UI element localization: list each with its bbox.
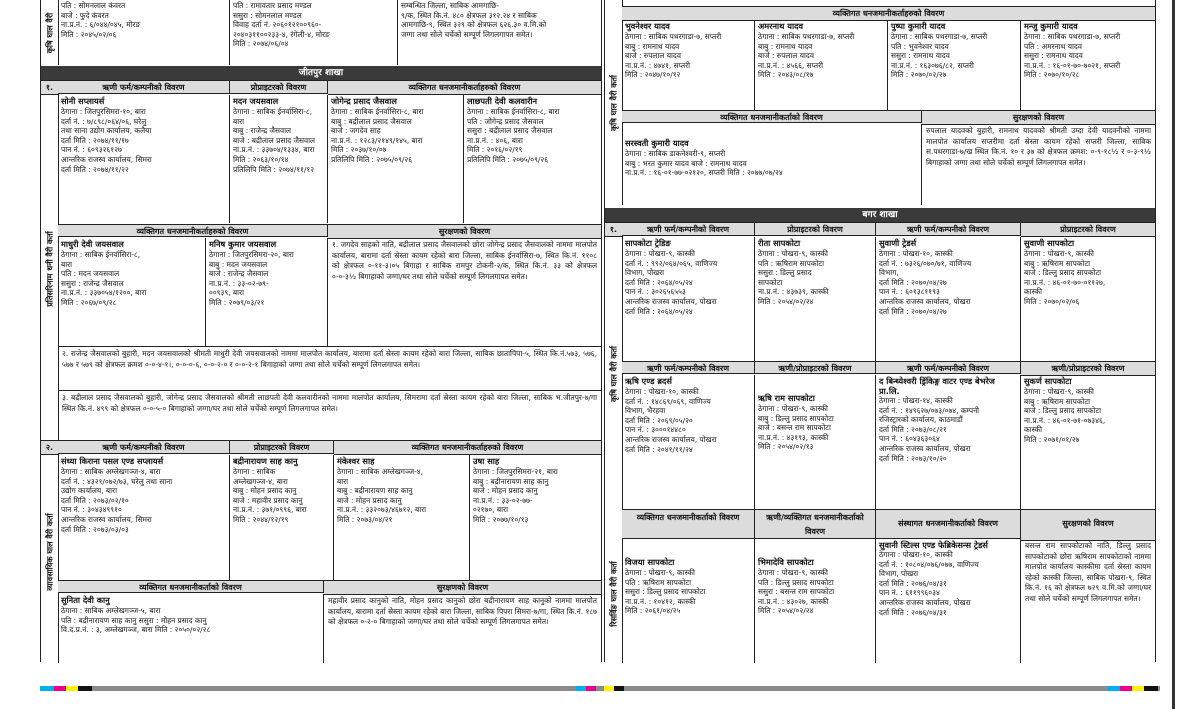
text-line: पति : ऋषिराम सापकोटा [758, 258, 825, 268]
prop-name: सुवाणी सापकोटा [1024, 238, 1075, 248]
text-line: आन्तरिक राजस्व कार्यालय, पोखरा [879, 597, 971, 607]
prop-header: प्रोप्राइटरको विवरण [230, 81, 328, 94]
firm-name: द बिन्ध्येश्वरी ड्रिंकिङ्ग वाटर एण्ड बेभरेज प्रा.लि. [879, 376, 995, 396]
text-line: तथा साना उद्योग कार्यालय, कलैया [61, 126, 152, 136]
text-line: ना.प्र.नं. : १०४१२, कास्की [625, 596, 696, 606]
left-top-block [41, 0, 601, 65]
text-line: बाजे : डिल्लु प्रसाद सापकोटा [1024, 268, 1102, 278]
ind-guarantor-header: व्यक्तिगत धनजमानीकर्ताको विवरण [58, 580, 324, 593]
bagar-r2-cell-2 [755, 375, 876, 509]
text-line: बाजे : मोहन प्रसाद कानु [337, 495, 402, 505]
text-line: पान नं. : ६०४३६३०६४ [879, 434, 940, 444]
left-column [40, 0, 602, 662]
sandhya-block [41, 440, 601, 663]
text-line: पान नं. : ३०४३४९९१० [61, 505, 122, 515]
black-mark [78, 686, 92, 691]
text-line: बाबु : ऋषिराम सापकोटा [1024, 396, 1091, 406]
text-line: विभाग, [879, 268, 899, 278]
text-line: ससुरा : रामनाथ यादव [1024, 51, 1083, 61]
cyan-mark [1108, 686, 1120, 691]
guarantor-name: माधुरी देवी जयसवाल [61, 239, 124, 249]
guarantor-cell-2 [464, 95, 601, 223]
firm-name: संध्या किराना पसल एण्ड सप्लायर्स [61, 456, 164, 466]
bagar-side-label-2: रिसर्विङ घाल वैरी कर्ता [605, 525, 623, 663]
prop-header: प्रोप्राइटरको विवरण [755, 223, 876, 236]
text-line: प्रतिलिपि मिति : २०७५/०९/२६ [331, 154, 413, 164]
s-guarantor-cell [622, 124, 922, 205]
guarantor-cell-2 [470, 455, 601, 580]
text-line: मिति : २०३७/१०/०७ [331, 145, 387, 155]
guarantor-cell-2 [755, 20, 888, 110]
text-line: बाबु : डिल्लु प्रसाद सापकोटा [758, 413, 834, 423]
text-line: बाबु : मदन जयसवाल [209, 259, 268, 269]
firm-name: सुवानी स्टिल्स एण्ड फेब्रिकेसन्स ट्रेडर्स [879, 540, 988, 550]
text-line: जग्गा तथा सोले चर्चेको सम्पूर्ण लिगलगापत समेत। [401, 29, 533, 39]
prop-name: रीता सापकोटा [758, 238, 801, 248]
text-line: प्रतिलिपि मिति : २०७४/११/१२ [233, 164, 315, 174]
yellow-mark [1132, 686, 1144, 691]
security-header: सुरक्षणको विवरण [324, 580, 601, 595]
text-line: दर्ता मिति : २०४१/११/२४ [625, 444, 693, 454]
firm-header: ऋणी फर्म/कम्पनीको विवरण [622, 223, 755, 236]
prop-header-2: प्रोप्राइटरको विवरण [1021, 223, 1155, 237]
prop-name: सुकर्ण सापकोटा [1024, 376, 1072, 386]
security-header: सुरक्षणको विवरण [328, 224, 601, 239]
bagar-r3-cell-2 [755, 539, 876, 663]
text-line: पति : मदन जयसवाल [61, 269, 120, 279]
security-text-1: १. जगदेव साहको नाति, बद्रीलाल प्रसाद जैसवालको छोरा जोगेन्द्र प्रसाद जैसवालको नाममा मालपोत कार्यालय, बारामा दर्ता स्रेस्ता कायम रहेको बारा जिल्ला, साबिक ईनर्वासिरा-७, स्थित कि.नं. ११०८ को क्षेत्रफल ०-११-३।०५ बिगाहा र साबिक रामपुर टोकनी-२/क, स्थित कि.नं. ३३ को क्षेत्रफल ०-०-३½ बिगाहाको जग्गा/घर तथा सोले चर्चेको सम्पूर्ण लिगलगापत समेत। [332, 240, 597, 281]
text-line: बाजे : जगदेव साह [331, 126, 381, 136]
black-mark [614, 686, 624, 691]
right-top-side-label: कृषि घाल वैरी कर्ता [605, 0, 623, 205]
ind-prop-header-r3: ऋणी/व्यक्तिगत धनजमानीकर्ताको विवरण [755, 509, 876, 539]
text-line: ना.प्र.नं. : १६-०१-७७-०२१२०, सप्तरी मिति : २०७७/०७/२४ [625, 168, 783, 178]
text-line: आन्तरिक राजस्व कार्यालय, पोखरा [625, 434, 717, 444]
text-line: आन्तरिक राजस्व कार्यालय, सिमरा [61, 154, 152, 164]
text-line: दर्ता नं. : १०८०४/०७६/०७७, वाणिज्य [879, 559, 979, 569]
ind-guarantor-header: व्यक्तिगत धनजमानीकर्ताहरुको विवरण [58, 224, 328, 237]
text-line: आन्तरिक राजस्व कार्यालय, पोखरा [625, 296, 717, 306]
text-line: ठेगाना : पोखरा-९, कास्की [1024, 249, 1094, 258]
bagar-r2-cell-1 [622, 375, 755, 509]
guarantor-header: व्यक्तिगत धनजमानीकर्ताहरुको विवरण [334, 441, 601, 455]
text-line: ससुरा : बद्रीलाल प्रसाद जैसवाल [467, 126, 553, 136]
text-line: रजिस्ट्रारको कार्यालय, काठमाडौं [879, 415, 963, 425]
firm-name: सुवाणी ट्रेडर्स [879, 238, 917, 248]
text-line: पति : सोमनलाल कंवरत [61, 1, 126, 10]
text-line: दर्ता मिति : २०७०/०४/२७ [879, 277, 947, 287]
text-line: मिति : २०७४/०६/०४ [233, 39, 289, 49]
text-line: पति : ऋषिराम सापकोटा [625, 577, 692, 587]
text-line: ठेगाना : पोखरा-९, कास्की [1024, 387, 1094, 396]
text-line: ना.प्र.नं. : ३३-०२-७७- [473, 495, 533, 505]
page-edge [1172, 0, 1175, 709]
ind-header-r3: व्यक्तिगत धनजमानीकर्ताको विवरण [622, 509, 755, 539]
text-line: मिति : २०६७/०९/२८ [61, 297, 117, 307]
text-line: ना.प्र.नं. : ३३७०५४/१२००, बारा [61, 288, 147, 298]
text-line: विभाग, पोखरा [625, 268, 665, 278]
right-top-block [605, 0, 1155, 205]
text-line: ठेगाना : साबिक [233, 467, 276, 476]
text-line: ना.प्र.नं. : ३३-०२-७९- [209, 278, 269, 288]
text-line: ससुरा : डिल्लु प्रसाद सापकोटा [625, 587, 706, 597]
guarantor-header: व्यक्तिगत धनजमानीकर्ताहरुको विवरण [328, 81, 601, 95]
text-line: बाजे : बसन्त राम सापकोटा [758, 423, 831, 433]
cyan-mark [40, 686, 54, 691]
guarantor-cell-3 [888, 20, 1021, 110]
print-bar [40, 686, 1160, 691]
text-line: आन्तरिक राजस्व कार्यालय, सिमरा [61, 514, 152, 524]
text-line: बाबु : बद्रीनारायण साह कानु [473, 476, 549, 486]
inst-header-r3: संस्थागत धनजमानीकर्ताको विवरण [876, 509, 1021, 539]
security-text: बसन्त राम सापकोटाको नाति, डिल्लु प्रसाद सापकोटाको छोरा ऋषिराम सापकोटाको नाममा मालपोत कार्यालय कास्कीमा दर्ता स्रेस्ता कायम रहेको कास्की जिल्ला, साबिक पोखरा-९, स्थित कि.नं. १६ को क्षेत्रफल ७२९ व.मि.को जग्गा/घर तथा सोले चर्चेको सम्पूर्ण लिगलगापत समेत। [1025, 541, 1151, 603]
text-line: बारा [337, 476, 349, 486]
jitpur-side-label: प्रतिसरिनाम धनी वैरी कर्ता [41, 81, 59, 456]
text-line: ठेगाना : जितपुरसिमरा-२१, बारा [473, 467, 558, 476]
text-line: मिति : २०४४/१२/१९ [233, 514, 289, 524]
mg-cell-1 [58, 238, 206, 346]
text-line: ठेगाना : साबिक ईनर्वासिरा-८, [233, 107, 313, 116]
text-line: बाबु : बद्रीनारायण साह कानु [337, 486, 413, 496]
text-line: मिति : २०७३/०४/२१ [337, 514, 393, 524]
text-line: ना.प्र.नं. : १६-०१-७०-७०२१, सप्तरी [1024, 60, 1121, 70]
guarantor-name: मन्जु कुमारी यादव [1024, 21, 1078, 31]
text-line: पति : रामावतार प्रसाद मण्डल [233, 1, 312, 10]
text-line: पति : अमरनाथ यादव [1024, 41, 1082, 51]
security-text-3: ३. बद्रीलाल प्रसाद जैसवालको बुहारी, जोगेन्द्र प्रसाद जैसवालको श्रीमती लाछपती देवी कलवारीनको नाममा मालपोत कार्यालय, सिमरामा दर्ता स्रेस्ता कायम रहेको बारा जिल्ला, साबिक भ.जीतपुर-७/गा स्थित कि.नं. ४९९ को क्षेत्रफल ०-०-५-० बिगाहाको जग्गा/घर तथा सोले चर्चेको सम्पूर्ण लिगलगापत समेत। [58, 390, 601, 456]
text-line: उद्योग कार्यालय, बारा [61, 486, 117, 496]
text-line: ना.प्र.नं. : ४३१९३, कास्की [758, 432, 829, 442]
magenta-mark [1120, 686, 1132, 691]
firm-header: ऋणी फर्म/कम्पनीको विवरण [58, 81, 230, 94]
text-line: मिति : २०५४/०२/२४ [758, 296, 814, 306]
text-line: ठेगाना : साबिक पथरगाडा-७, सप्तरी [758, 32, 855, 41]
text-line: बाजे : बद्रीलाल प्रसाद जैसवाल [233, 135, 316, 145]
text-line: ससुरा : राजेन्द्र जैसवाल [61, 278, 124, 288]
text-line: दर्ता मिति : २०६४/०५/२४ [625, 306, 693, 316]
text-line: बाजे : राजेन्द्र जैसवाल [209, 269, 269, 279]
text-line: बाबु : रामनाथ यादव [758, 41, 813, 51]
security-text: रुपलाल यादवको बुहारी, रामनाथ यादवको श्रीमती उम्दा देवी यादवनीको नाममा मालपोत कार्यालय सप्तरीमा दर्ता स्रेस्ता कायम रहेको सप्तरी जिल्ला, साबिक स.पथरगाडा-७/ख स्थित कि.नं. १० र ३७ को क्षेत्रफल क्रमश: ०-९-१८½ र ०-३-९½ बिगाहाको जग्गा तथा सोले चर्चेको सम्पूर्ण लिगलगापत समेत। [926, 126, 1151, 167]
magenta-mark [54, 686, 66, 691]
text-line: दर्ता मिति : २०६४/०५/२४ [625, 277, 693, 287]
text-line: दर्ता नं. : ७/८९८/०६४/०६, घरेलु [61, 116, 147, 126]
text-line: दर्ता नं. : ४३२१/०७२/७३, घरेलु तथा साना [61, 476, 173, 486]
text-line: पति : डिल्लु प्रसाद सापकोटा [758, 577, 834, 587]
text-line: मिति : २०१६/०२/१९ [467, 145, 523, 155]
prop-header-r2b: ऋणी/प्रोप्राइटरको विवरण [1021, 361, 1155, 376]
text-line: ना.प्र.नं. : ६/०४४/०४५, मोरङ [61, 20, 141, 30]
guarantor-name: भिमादेवि सापकोटा [758, 557, 814, 567]
text-line: बाजे : रुपलाल यादव [758, 51, 814, 61]
text-line: ना.प्र.नं. : ४६-०१-७०-०११२७, [1024, 277, 1106, 287]
text-line: मिति : २०७१/०१/२७ [1024, 434, 1080, 444]
text-line: बाबु : ऋषिराम सापकोटा [1024, 258, 1091, 268]
text-line: मिति : २०४५/०२/०६ [61, 29, 117, 39]
text-line: बाबु : राजेन्द्र जैसवाल [233, 126, 292, 136]
ind-guarantor-header: व्यक्तिगत धनजमानीकर्ताको विवरण [622, 110, 922, 123]
text-line: ठेगाना : पोखरा-१४, कास्की [879, 396, 953, 405]
text-line: कास्की [1024, 287, 1043, 297]
text-line: मिति : २०४७/१०/१२ [625, 70, 681, 80]
firm-cell [58, 455, 230, 580]
text-line: ना.प्र.नं. : १२८३/२१४९/१४५, बारा [331, 135, 423, 145]
text-line: ००९३९, बारा [209, 288, 244, 298]
text-line: ना.प्र.नं. : ३३७०४/१३३४, बारा [233, 145, 315, 155]
prop-cell [230, 455, 334, 580]
text-line: दर्ता नं. : ७३२६/०७०/७१, वाणिज्य [879, 258, 972, 268]
branch-title-jitpur: जीतपुर शाखा [41, 66, 601, 80]
left-top-cell-3 [398, 0, 601, 65]
text-line: ससुरा : बसन्त राम सापकोटा [758, 587, 835, 597]
text-line: दर्ता मिति : २०७६/०४/३१ [879, 578, 947, 588]
text-line: मिति : २०६१/०४/२५ [625, 606, 681, 616]
sg-cell [58, 594, 324, 663]
text-line: ना.प्र.नं. : ४५६६, सप्तरी [758, 60, 824, 70]
bagar-r3-cell-3 [876, 539, 1021, 663]
text-line: ठेगाना : पोखरा-९, कास्की [625, 568, 695, 577]
guarantor-name: उषा साह [473, 456, 500, 466]
bagar-r3-cell-1 [622, 539, 755, 663]
text-line: ठेगाना : साबिक अम्लेखगञ्ज-५, बारा [61, 606, 161, 615]
text-line: बाबु : बद्रीलाल प्रसाद जैसवाल [331, 116, 412, 126]
text-line: मिति : २०७०/१०/२८ [1024, 70, 1080, 80]
guarantor-header: व्यक्तिगत धनजमानीकर्ताहरुको विवरण [622, 6, 1155, 21]
text-line: मिति : २०६३/१०/१४ [233, 154, 289, 164]
guarantor-cell-1 [328, 95, 464, 223]
sn-header-2: २. [41, 441, 58, 455]
bagar-side-label: कृषि घाल वैरी कर्ता [605, 223, 623, 525]
guarantor-name: लाछपती देवी कलवारीन [467, 96, 538, 106]
text-line: पति : जोगेन्द्र प्रसाद जैसवाल [467, 116, 544, 126]
text-line: ससुरा : डिल्लु प्रसाद [758, 268, 812, 278]
security-header-r3: सुरक्षणको विवरण [1021, 509, 1155, 541]
guarantor-name: भुवनेश्वर यादव [625, 21, 670, 31]
text-line: कास्की [1024, 425, 1043, 435]
text-line: पान नं. : ६०९३२६१२७ [61, 145, 122, 155]
text-line: प्रतिलिपि मिति : २०७५/०९/२६ [467, 154, 549, 164]
text-line: ना.प्र.नं. : ४३०२७, कास्की [758, 596, 829, 606]
guarantor-name: सरस्वती कुमारी यादव [625, 138, 689, 148]
security-text-2: २. राजेन्द्र जैसवालको बुहारी, मदन जयसवालको श्रीमती माधुरी देवी जयसवालको नाममा मालपोत कार्यालय, बारामा दर्ता स्रेस्ता कायम रहेको बारा जिल्ला, साबिक छातापिपा-५, स्थित कि.नं.५७३, ५७६, ५७७ र ५७९ को क्षेत्रफल क्रमश ०-०-४-१।, ०-०-०-६, ०-०-२-० र ०-०-२-१ बिगाहाको जग्गा तथा सोले चर्चेको सम्पूर्ण लिगलगापत समेत। [58, 346, 601, 390]
text-line: दर्ता मिति : २०७४/११/१७ [61, 135, 129, 145]
guarantor-cell-1 [622, 20, 755, 110]
text-line: ठेगाना : साबिक ईनर्वासिरा-८, [61, 250, 141, 259]
bagar-r1-cell-4 [1021, 237, 1155, 361]
text-line: आमगाछि-९, स्थित ३२९ को क्षेत्रफल ६२६.३० व.मि.को [401, 20, 547, 30]
text-line: बाबु : भरत कुमार यादव बाजे : रामनाथ यादव [625, 158, 747, 168]
yellow-mark [66, 686, 78, 691]
left-top-side-label: कृषि घाल वैरी [41, 0, 59, 65]
text-line: मिति : २०७९/०३/२१ [209, 297, 265, 307]
text-line: पान नं. : ३०००१४४८० [625, 425, 686, 435]
text-line: बाबु : मोहन प्रसाद कानु [233, 486, 297, 496]
bagar-r2-cell-3 [876, 375, 1021, 509]
text-line: विवाह दर्ता नं. २०६०१२१००९६०- [233, 20, 322, 30]
prop-name: ऋषि राम सापकोटा [758, 393, 815, 403]
text-line: मिति : २०७७/१०/१३ [473, 514, 529, 524]
jitpur-block [41, 80, 601, 456]
text-line: ठेगाना : साबिक डाकनेश्वरी-९, सप्तरी [625, 149, 726, 158]
text-line: ना.प्र.नं. : ४०६, बारा [467, 135, 523, 145]
text-line: ना.प्र.नं. : ४७४१, सप्तरी [625, 60, 691, 70]
text-line: ना.प्र.नं. : ४३७३९, कास्की [758, 287, 829, 297]
bagar-r1-cell-3 [876, 237, 1021, 361]
text-line: मिति : २०७०/०२/०६ [1024, 296, 1080, 306]
text-line: दर्ता नं. : १४९६२७/०७३/०७४, कम्पनी [879, 405, 980, 415]
text-line: पान नं. : ३०२६५६५५३ [625, 287, 686, 297]
left-top-cell-1 [58, 0, 230, 65]
right-column [604, 0, 1156, 662]
cyan-mark [576, 686, 586, 691]
guarantor-name: पुष्पा कुमारी यादव [891, 21, 946, 31]
firm-name: सापकोटा ट्रेडिङ [625, 238, 671, 248]
security-header: सुरक्षणको विवरण [922, 110, 1155, 125]
firm-header-r2: ऋणी फर्म/कम्पनीको विवरण [622, 361, 755, 374]
firm-name: ऋषि एण्ड ब्रदर्स [625, 376, 672, 386]
text-line: दर्ता नं. : १४८६९/०६९, वाणिज्य [625, 396, 711, 406]
branch-title-bagar: बगर शाखा [605, 208, 1155, 222]
text-line: बाजे : महावीर प्रसाद कानु [233, 495, 303, 505]
text-line: बाजे : मोहन प्रसाद कानु [473, 486, 538, 496]
text-line: पति : बद्रीनारायण साह कानु ससुरा : मोहन प्रसाद कानु [61, 615, 207, 625]
black-mark [1144, 686, 1158, 691]
text-line: पति : भुवनेश्वर यादव [891, 41, 949, 51]
text-line: ठेगाना : पोखरा-९, कास्की [758, 404, 828, 413]
prop-name: मदन जयसवाल [233, 96, 279, 106]
text-line: ना.प्र.नं. : ४६-०१-७१-०७३४६, [1024, 415, 1106, 425]
prop-cell [230, 95, 328, 223]
guarantor-name: जोगेन्द्र प्रसाद जैसवाल [331, 96, 397, 106]
firm-name: सोनी सप्लायर्स [61, 96, 105, 106]
text-line: दर्ता मिति : २०७४/११/२२ [61, 164, 129, 174]
text-line: ठेगाना : साबिक ईनर्वासिरा-८, बारा [331, 107, 424, 116]
text-line: पान नं. : ६०१३८११९३ [879, 287, 940, 297]
guarantor-cell-4 [1021, 20, 1155, 110]
text-line: २०४०३११००२३३-४, रंगेली-४, मोरङ [233, 29, 330, 39]
text-line: ठेगाना : साबिक पथरगाडा-७, सप्तरी [891, 32, 988, 41]
guarantor-name: विजया सापकोटा [625, 557, 675, 567]
text-line: ठेगाना : जितपुरसिमरा-२०, बारा [209, 250, 294, 259]
text-line: सापकोटा [758, 277, 783, 287]
text-line: ०२१७०, बारा [473, 505, 508, 515]
text-line: बाजे : डिल्लु प्रसाद सापकोटा [1024, 406, 1102, 416]
left-top-cell-2 [230, 0, 398, 65]
text-line: ठेगाना : साबिक अम्लेखगञ्ज-४, [337, 467, 423, 476]
text-line: दर्ता मिति : २०७०/०४/२७ [879, 306, 947, 316]
text-line: बाबु : रामनाथ यादव [625, 41, 680, 51]
text-line: अम्लेखगञ्ज-४, बारा [233, 476, 288, 486]
sandhya-side-label: व्यावसायिक घाल वैरी कर्ता [41, 441, 59, 663]
text-line: बाजे : फुदे कंवरत [61, 10, 109, 20]
guarantor-name: मनिष कुमार जयसवाल [209, 239, 277, 249]
text-line: सम्बन्धित जिल्ला, साबिक आमगाछि- [401, 1, 499, 10]
text-line: मिति : २०५४/०२/२४ [758, 606, 814, 616]
text-line: ठेगाना : पोखरा-१०, कास्की [879, 249, 953, 258]
text-line: बाजे : रुपलाल यादव [625, 51, 681, 61]
text-line: ना.प्र.नं. : ३७१/०९९६, बारा [233, 505, 307, 515]
prop-header-r2: ऋणी/प्रोप्राइटरको विवरण [755, 361, 876, 374]
text-line: ठेगाना : साबिक पथरगाडा-७, सप्तरी [1024, 32, 1121, 41]
text-line: दर्ता मिति : २०७३/१०/२० [879, 453, 947, 463]
text-line: ना.प्र.नं. : १६३०७६/८२, सप्तरी [891, 60, 974, 70]
text-line: मिति : २०५४/०२/१३ [758, 442, 814, 452]
text-line: दर्ता मिति : २०७३/०२/१० [61, 495, 129, 505]
text-line: बारा [61, 259, 73, 269]
guarantor-name: अमरनाथ यादव [758, 21, 804, 31]
prop-header: प्रोप्राइटरको विवरण [230, 441, 334, 454]
prop-name: बद्रीनारायण साह कानु [233, 456, 298, 466]
text-line: ठेगाना : पोखरा-१०, कास्की [625, 387, 699, 396]
text-line: ठेगाना : पोखरा-९, कास्की [758, 249, 828, 258]
text-line: ठेगाना : साबिक ईनर्वासिरा-८, बारा [467, 107, 560, 116]
guarantor-name: सुनिता देवी कानु [61, 595, 110, 605]
text-line: ठेगाना : पोखरा-९, कास्की [625, 249, 695, 258]
text-line: दर्ता मिति : २०७६/०४/३१ [879, 607, 947, 617]
bagar-r1-cell-2 [755, 237, 876, 361]
text-line: ठेगाना : जितपुरसिमरा-१०, बारा [61, 107, 146, 116]
text-line: दर्ता नं. : ९९२/०६४/०६५, वाणिज्य [625, 258, 718, 268]
text-line: ससुरा : रामनाथ यादव [891, 51, 950, 61]
mg-cell-2 [206, 238, 328, 346]
firm-header: ऋणी फर्म/कम्पनीको विवरण [58, 441, 230, 454]
text-line: मिति : २०४३/०८/१७ [758, 70, 814, 80]
text-line: बारा [233, 116, 245, 126]
text-line: आन्तरिक राजस्व कार्यालय, पोखरा [879, 296, 971, 306]
text-line: आन्तरिक राजस्व कार्यालय, पोखरा [879, 443, 971, 453]
text-line: पान नं. : ६११९९६०३४ [879, 588, 940, 598]
bagar-r1-cell-1 [622, 237, 755, 361]
bagar-r2-cell-4 [1021, 375, 1155, 509]
text-line: ठेगाना : पोखरा-१०, कास्की [879, 550, 953, 559]
text-line: ना.प्र.नं. : ३३२०७३/४६७१२, बारा [337, 505, 427, 515]
firm-cell [58, 95, 230, 223]
magenta-mark [586, 686, 596, 691]
text-line: दर्ता मिति : २०७३/०८/२१ [879, 424, 947, 434]
text-line: दर्ता मिति : २०७३/०३/०३ [61, 524, 129, 534]
sn-header: १. [605, 223, 622, 237]
text-line: दर्ता मिति : २०६९/०५/२० [625, 415, 693, 425]
guarantor-cell-1 [334, 455, 470, 580]
text-line: ठेगाना : साबिक अम्लेखगञ्ज-४, बारा [61, 467, 161, 476]
firm-header-r2b: ऋणी फर्म/कम्पनीको विवरण [876, 361, 1021, 374]
text-line: ठेगाना : साबिक पथरगाडा-७, सप्तरी [625, 32, 722, 41]
guarantor-name: मंकेश्वर साह [337, 456, 375, 466]
text-line: वि.द.प्र.नं. : ३, अम्लेखगञ्ज, बारा मिति : २०५०/०२/२८ [61, 625, 211, 635]
text-line: विभाग, पोखरा [879, 569, 919, 579]
firm-header-2: ऋणी फर्म/कम्पनीको विवरण [876, 223, 1021, 236]
security-text: महावीर प्रसाद कानुको नाति, मोहन प्रसाद कानुको छोरा बद्रीनारायण साह कानुको नाममा मालपोत कार्यालय, बारामा दर्ता स्रेस्ता कायम रहेको बारा जिल्ला, साबिक पिपरा सिमरा-७/गा, स्थित कि.नं. १८७ को क्षेत्रफल ०-२-० बिगाहाको जग्गा/घर तथा सोले चर्चेको सम्पूर्ण लिगलगापत समेत। [328, 596, 597, 626]
text-line: ९/क, स्थित कि.नं. ४८० क्षेत्रफल ३१२.२४ र साबिक [401, 10, 537, 20]
text-line: ससुरा : सोमनलाल मण्डल [233, 10, 302, 20]
text-line: ठेगाना : पोखरा-९, कास्की [758, 568, 828, 577]
yellow-mark [604, 686, 614, 691]
sn-header: १. [41, 81, 58, 95]
text-line: मिति : २०७०/०२/२७ [891, 70, 947, 80]
bagar-block [605, 222, 1155, 663]
text-line: विभाग, भैरहवा [625, 406, 666, 416]
